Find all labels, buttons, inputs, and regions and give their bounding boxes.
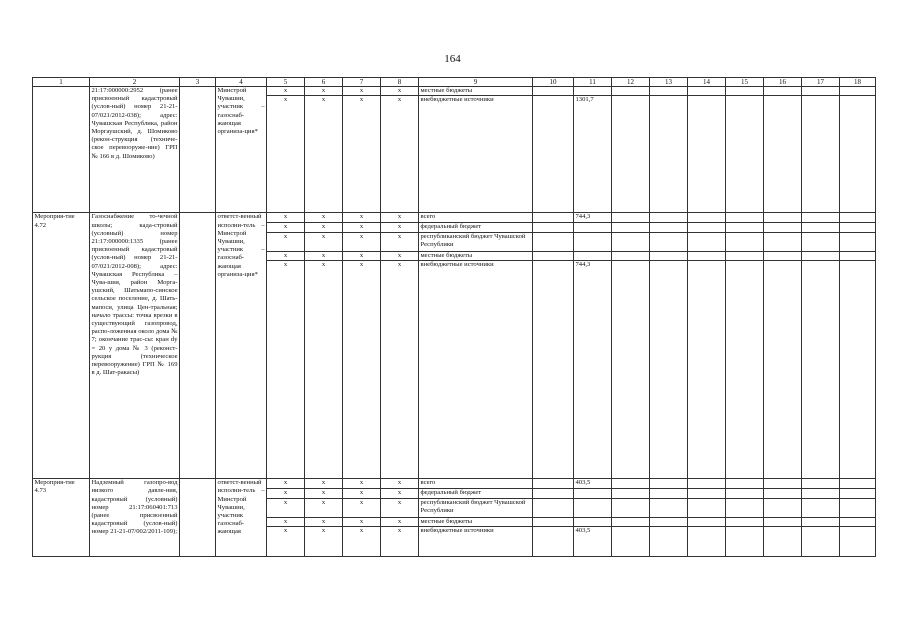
- empty-cell: [764, 232, 802, 251]
- empty-cell: [612, 526, 650, 556]
- code-cell: x: [343, 213, 381, 223]
- empty-cell: [688, 526, 726, 556]
- code-cell: x: [343, 261, 381, 479]
- empty-cell: [840, 87, 876, 96]
- empty-cell: [612, 232, 650, 251]
- empty-cell: [612, 479, 650, 489]
- empty-cell: [650, 479, 688, 489]
- empty-cell: [612, 489, 650, 498]
- funding-source-cell: местные бюджеты: [419, 251, 533, 260]
- funding-source-cell: республиканский бюджет Чувашской Республики: [419, 498, 533, 517]
- code-cell: x: [305, 526, 343, 556]
- empty-cell: [726, 489, 764, 498]
- empty-cell: [533, 517, 574, 526]
- amount-cell: 1301,7: [574, 96, 612, 213]
- column-header: 4: [216, 78, 267, 87]
- amount-cell: [574, 223, 612, 232]
- measure-cell: Мероприя-тие 4.72: [33, 213, 90, 479]
- code-cell: x: [381, 251, 419, 260]
- executor-cell: ответст-венный исполни-тель – Минстрой Чувашии, участник газоснаб-жающая: [216, 479, 267, 557]
- table-row: [33, 213, 876, 223]
- column-number-row: [33, 78, 876, 87]
- program-table-container: [32, 77, 876, 557]
- code-cell: x: [343, 526, 381, 556]
- column-header: 14: [688, 78, 726, 87]
- empty-cell: [764, 213, 802, 223]
- executor-cell: Минстрой Чувашии, участник – газоснаб-жающая организа-ция*: [216, 87, 267, 213]
- empty-cell: [612, 87, 650, 96]
- empty-cell: [688, 498, 726, 517]
- code-cell: x: [343, 251, 381, 260]
- empty-cell: [650, 96, 688, 213]
- code-cell: x: [381, 498, 419, 517]
- empty-cell: [764, 96, 802, 213]
- empty-cell: [840, 96, 876, 213]
- column-header: 9: [419, 78, 533, 87]
- empty-cell: [764, 87, 802, 96]
- empty-cell: [650, 261, 688, 479]
- funding-source-cell: всего: [419, 213, 533, 223]
- empty-cell: [688, 479, 726, 489]
- empty-cell: [650, 232, 688, 251]
- empty-cell: [764, 489, 802, 498]
- empty-cell: [726, 223, 764, 232]
- amount-cell: [574, 251, 612, 260]
- column-header: 17: [802, 78, 840, 87]
- column-header: 13: [650, 78, 688, 87]
- column-header: 10: [533, 78, 574, 87]
- empty-cell: [180, 479, 216, 557]
- column-header: 3: [180, 78, 216, 87]
- empty-cell: [802, 517, 840, 526]
- empty-cell: [688, 251, 726, 260]
- funding-source-cell: республиканский бюджет Чувашской Республики: [419, 232, 533, 251]
- code-cell: x: [381, 232, 419, 251]
- empty-cell: [802, 223, 840, 232]
- amount-cell: 403,5: [574, 479, 612, 489]
- code-cell: x: [267, 251, 305, 260]
- code-cell: x: [267, 87, 305, 96]
- code-cell: x: [305, 479, 343, 489]
- code-cell: x: [305, 96, 343, 213]
- empty-cell: [840, 223, 876, 232]
- empty-cell: [726, 87, 764, 96]
- empty-cell: [764, 251, 802, 260]
- code-cell: x: [343, 232, 381, 251]
- empty-cell: [726, 213, 764, 223]
- funding-source-cell: федеральный бюджет: [419, 489, 533, 498]
- empty-cell: [802, 232, 840, 251]
- empty-cell: [840, 517, 876, 526]
- code-cell: x: [381, 517, 419, 526]
- column-header: 5: [267, 78, 305, 87]
- empty-cell: [533, 489, 574, 498]
- empty-cell: [840, 498, 876, 517]
- code-cell: x: [267, 213, 305, 223]
- amount-cell: [574, 517, 612, 526]
- empty-cell: [802, 489, 840, 498]
- code-cell: x: [305, 517, 343, 526]
- measure-cell: [33, 87, 90, 213]
- code-cell: x: [305, 87, 343, 96]
- column-header: 6: [305, 78, 343, 87]
- code-cell: x: [267, 526, 305, 556]
- code-cell: x: [343, 96, 381, 213]
- empty-cell: [802, 213, 840, 223]
- empty-cell: [688, 489, 726, 498]
- empty-cell: [802, 251, 840, 260]
- empty-cell: [650, 87, 688, 96]
- code-cell: x: [381, 261, 419, 479]
- empty-cell: [840, 479, 876, 489]
- description-cell: Газоснабжение то-чечной школы; када-стровый (условный) номер 21:17:000000:1335 (ранее присвоенный кадастровый (услов-ный) номер 21-21-07/021/2012-008); адрес: Чувашская Республика – Чува-шия, район Морга-ушский, Шатьмапо-синское сельское поселение, д. Шать-мапоси, улица Цен-тральная; начало трассы: точка врезки в существующий газопровод, распо-ложенная около дома № 7; окончание трас-сы: кран dу = 20 у дома № 3 (реконст-рукция (техническое перевооружение) ГРП № 169 в д. Шат-ракасы): [90, 213, 180, 479]
- table-row: [33, 479, 876, 489]
- program-table: [32, 77, 876, 557]
- amount-cell: [574, 87, 612, 96]
- empty-cell: [802, 479, 840, 489]
- empty-cell: [764, 526, 802, 556]
- empty-cell: [688, 223, 726, 232]
- empty-cell: [764, 498, 802, 517]
- empty-cell: [688, 232, 726, 251]
- code-cell: x: [305, 251, 343, 260]
- code-cell: x: [343, 87, 381, 96]
- empty-cell: [533, 479, 574, 489]
- empty-cell: [533, 261, 574, 479]
- amount-cell: 403,5: [574, 526, 612, 556]
- column-header: 8: [381, 78, 419, 87]
- amount-cell: [574, 232, 612, 251]
- empty-cell: [650, 526, 688, 556]
- column-header: 11: [574, 78, 612, 87]
- empty-cell: [688, 87, 726, 96]
- empty-cell: [612, 223, 650, 232]
- empty-cell: [802, 261, 840, 479]
- code-cell: x: [305, 232, 343, 251]
- amount-cell: 744,3: [574, 213, 612, 223]
- empty-cell: [840, 213, 876, 223]
- code-cell: x: [381, 87, 419, 96]
- code-cell: x: [267, 489, 305, 498]
- empty-cell: [726, 498, 764, 517]
- empty-cell: [764, 517, 802, 526]
- empty-cell: [726, 517, 764, 526]
- code-cell: x: [267, 96, 305, 213]
- code-cell: x: [343, 223, 381, 232]
- code-cell: x: [267, 232, 305, 251]
- code-cell: x: [305, 213, 343, 223]
- column-header: 1: [33, 78, 90, 87]
- empty-cell: [688, 96, 726, 213]
- empty-cell: [612, 96, 650, 213]
- code-cell: x: [381, 96, 419, 213]
- amount-cell: 744,3: [574, 261, 612, 479]
- funding-source-cell: внебюджетные источники: [419, 261, 533, 479]
- empty-cell: [688, 517, 726, 526]
- code-cell: x: [305, 223, 343, 232]
- empty-cell: [840, 232, 876, 251]
- measure-cell: Мероприя-тие 4.73: [33, 479, 90, 557]
- empty-cell: [650, 498, 688, 517]
- code-cell: x: [305, 498, 343, 517]
- column-header: 16: [764, 78, 802, 87]
- empty-cell: [533, 213, 574, 223]
- empty-cell: [802, 87, 840, 96]
- empty-cell: [726, 96, 764, 213]
- column-header: 12: [612, 78, 650, 87]
- funding-source-cell: всего: [419, 479, 533, 489]
- funding-source-cell: внебюджетные источники: [419, 96, 533, 213]
- empty-cell: [726, 232, 764, 251]
- code-cell: x: [267, 261, 305, 479]
- code-cell: x: [381, 479, 419, 489]
- column-header: 7: [343, 78, 381, 87]
- empty-cell: [840, 526, 876, 556]
- funding-source-cell: внебюджетные источники: [419, 526, 533, 556]
- empty-cell: [726, 251, 764, 260]
- empty-cell: [802, 526, 840, 556]
- code-cell: x: [267, 223, 305, 232]
- code-cell: x: [267, 498, 305, 517]
- empty-cell: [650, 517, 688, 526]
- empty-cell: [726, 261, 764, 479]
- code-cell: x: [343, 489, 381, 498]
- empty-cell: [533, 232, 574, 251]
- empty-cell: [650, 213, 688, 223]
- code-cell: x: [381, 526, 419, 556]
- empty-cell: [764, 479, 802, 489]
- description-cell: Надземный газопро-вод низкого давле-ния, кадастровый (условный) номер 21:17:060401:713 (ранее присвоенный кадастровый (услов-ный) номер 21-21-07/002/2011-109);: [90, 479, 180, 557]
- empty-cell: [840, 261, 876, 479]
- empty-cell: [180, 213, 216, 479]
- code-cell: x: [305, 489, 343, 498]
- amount-cell: [574, 498, 612, 517]
- code-cell: x: [381, 223, 419, 232]
- empty-cell: [612, 498, 650, 517]
- executor-cell: ответст-венный исполни-тель – Минстрой Чувашии, участник – газоснаб-жающая организа-ция*: [216, 213, 267, 479]
- code-cell: x: [343, 479, 381, 489]
- code-cell: x: [381, 213, 419, 223]
- funding-source-cell: местные бюджеты: [419, 87, 533, 96]
- empty-cell: [650, 489, 688, 498]
- empty-cell: [764, 223, 802, 232]
- code-cell: x: [381, 489, 419, 498]
- empty-cell: [533, 96, 574, 213]
- page-number: 164: [444, 53, 461, 65]
- code-cell: x: [343, 517, 381, 526]
- empty-cell: [180, 87, 216, 213]
- funding-source-cell: местные бюджеты: [419, 517, 533, 526]
- empty-cell: [533, 251, 574, 260]
- empty-cell: [612, 261, 650, 479]
- empty-cell: [612, 251, 650, 260]
- empty-cell: [688, 261, 726, 479]
- empty-cell: [650, 223, 688, 232]
- empty-cell: [802, 96, 840, 213]
- empty-cell: [612, 213, 650, 223]
- column-header: 2: [90, 78, 180, 87]
- code-cell: x: [267, 479, 305, 489]
- amount-cell: [574, 489, 612, 498]
- empty-cell: [726, 526, 764, 556]
- empty-cell: [764, 261, 802, 479]
- code-cell: x: [267, 517, 305, 526]
- empty-cell: [802, 498, 840, 517]
- empty-cell: [688, 213, 726, 223]
- empty-cell: [612, 517, 650, 526]
- empty-cell: [650, 251, 688, 260]
- empty-cell: [840, 489, 876, 498]
- description-cell: 21:17:000000:2952 (ранее присвоенный кадастровый (услов-ный) номер 21-21-07/021/2012-038); адрес: Чувашская Республика, район Моргаушский, д. Шомиково (рекон-струкция (техниче-ское перевооруже-ние) ГРП № 166 в д. Шомиково): [90, 87, 180, 213]
- empty-cell: [533, 223, 574, 232]
- empty-cell: [726, 479, 764, 489]
- empty-cell: [533, 87, 574, 96]
- column-header: 15: [726, 78, 764, 87]
- table-row: [33, 87, 876, 96]
- column-header: 18: [840, 78, 876, 87]
- code-cell: x: [305, 261, 343, 479]
- funding-source-cell: федеральный бюджет: [419, 223, 533, 232]
- code-cell: x: [343, 498, 381, 517]
- empty-cell: [840, 251, 876, 260]
- empty-cell: [533, 526, 574, 556]
- empty-cell: [533, 498, 574, 517]
